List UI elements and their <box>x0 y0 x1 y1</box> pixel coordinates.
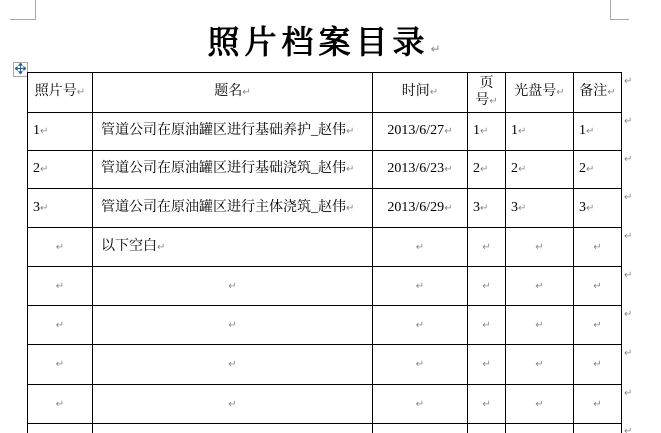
paragraph-mark-icon: ↵ <box>482 319 491 331</box>
table-row-below-blank <box>28 228 622 267</box>
cell-time[interactable] <box>373 228 468 267</box>
cell-photo-no[interactable] <box>28 385 93 424</box>
end-of-row-mark-icon: ↵ <box>624 76 633 87</box>
cell-photo-no[interactable] <box>28 345 93 385</box>
paragraph-mark-icon: ↵ <box>228 359 237 371</box>
paragraph-mark-icon: ↵ <box>346 164 355 176</box>
cell-photo-no[interactable]: 1↵ <box>28 113 93 151</box>
paragraph-mark-icon: ↵ <box>76 87 86 99</box>
paragraph-mark-icon: ↵ <box>429 87 439 99</box>
paragraph-mark-icon: ↵ <box>607 87 616 99</box>
header-disc-no[interactable]: 光盘号↵ <box>506 73 574 113</box>
cell-remark[interactable] <box>574 306 622 345</box>
table-row-clipped <box>28 424 622 433</box>
cell-photo-no[interactable]: 3↵ <box>28 189 93 228</box>
paragraph-mark-icon: ↵ <box>586 164 595 176</box>
table-row-empty <box>28 306 622 345</box>
table-row-empty <box>28 345 622 385</box>
table-move-handle[interactable] <box>13 62 28 77</box>
paragraph-mark-icon: ↵ <box>518 164 527 176</box>
end-of-row-mark-icon: ↵ <box>624 309 633 320</box>
cell-remark[interactable] <box>574 385 622 424</box>
paragraph-mark-icon: ↵ <box>444 164 453 176</box>
cell-disc-no[interactable]: 2↵ <box>506 151 574 189</box>
paragraph-mark-icon: ↵ <box>586 202 595 214</box>
paragraph-mark-icon: ↵ <box>415 398 425 410</box>
cell-disc-no[interactable] <box>506 267 574 306</box>
paragraph-mark-icon: ↵ <box>593 398 602 410</box>
paragraph-mark-icon: ↵ <box>482 280 491 292</box>
header-title[interactable]: 题名↵ <box>93 73 373 113</box>
cell-time[interactable] <box>373 345 468 385</box>
cell-disc-no[interactable] <box>506 345 574 385</box>
cell-disc-no[interactable] <box>506 424 574 433</box>
cell-photo-no[interactable] <box>28 267 93 306</box>
table-row <box>28 113 622 151</box>
cell-remark[interactable]: 3↵ <box>574 189 622 228</box>
end-of-row-mark-icon: ↵ <box>624 270 633 281</box>
paragraph-mark-icon: ↵ <box>346 126 355 138</box>
paragraph-mark-icon: ↵ <box>415 359 425 371</box>
paragraph-mark-icon: ↵ <box>430 42 441 56</box>
cell-time[interactable] <box>373 424 468 433</box>
cell-disc-no[interactable]: 1↵ <box>506 113 574 151</box>
page-title[interactable] <box>27 17 621 63</box>
cell-title[interactable]: 以下空白↵ <box>93 228 373 267</box>
paragraph-mark-icon: ↵ <box>480 202 489 214</box>
cell-remark[interactable] <box>574 424 622 433</box>
paragraph-mark-icon: ↵ <box>55 241 65 253</box>
cell-remark[interactable] <box>574 267 622 306</box>
move-cross-icon <box>15 61 26 79</box>
cell-time[interactable]: 2013/6/27↵ <box>373 113 468 151</box>
paragraph-mark-icon: ↵ <box>55 280 65 292</box>
paragraph-mark-icon: ↵ <box>535 241 544 253</box>
paragraph-mark-icon: ↵ <box>593 359 602 371</box>
end-of-row-mark-icon: ↵ <box>624 348 633 359</box>
cell-page-no[interactable] <box>468 267 506 306</box>
cell-photo-no[interactable] <box>28 306 93 345</box>
header-remark[interactable]: 备注↵ <box>574 73 622 113</box>
cell-remark[interactable] <box>574 228 622 267</box>
header-page-no[interactable]: 页 号↵ <box>468 73 506 113</box>
paragraph-mark-icon: ↵ <box>40 164 49 176</box>
paragraph-mark-icon: ↵ <box>556 87 565 99</box>
paragraph-mark-icon: ↵ <box>415 280 425 292</box>
cell-remark[interactable]: 1↵ <box>574 113 622 151</box>
paragraph-mark-icon: ↵ <box>586 126 595 138</box>
paragraph-mark-icon: ↵ <box>40 126 49 138</box>
paragraph-mark-icon: ↵ <box>593 280 602 292</box>
cell-time[interactable] <box>373 306 468 345</box>
table-row <box>28 189 622 228</box>
paragraph-mark-icon: ↵ <box>480 126 489 138</box>
cell-time[interactable] <box>373 267 468 306</box>
paragraph-mark-icon: ↵ <box>228 319 237 331</box>
paragraph-mark-icon: ↵ <box>482 359 491 371</box>
table-row-empty <box>28 267 622 306</box>
end-of-row-mark-icon: ↵ <box>624 231 633 242</box>
paragraph-mark-icon: ↵ <box>228 398 237 410</box>
cell-disc-no[interactable]: 3↵ <box>506 189 574 228</box>
cell-title[interactable]: 管道公司在原油罐区进行基础浇筑_赵伟↵ <box>93 151 373 189</box>
cell-page-no[interactable]: 3↵ <box>468 189 506 228</box>
paragraph-mark-icon: ↵ <box>593 241 602 253</box>
cell-title[interactable] <box>93 306 373 345</box>
cell-title[interactable] <box>93 385 373 424</box>
cell-photo-no[interactable] <box>28 228 93 267</box>
cell-title[interactable] <box>93 424 373 433</box>
paragraph-mark-icon: ↵ <box>518 126 527 138</box>
cell-title[interactable]: 管道公司在原油罐区进行主体浇筑_赵伟↵ <box>93 189 373 228</box>
paragraph-mark-icon: ↵ <box>415 241 425 253</box>
paragraph-mark-icon: ↵ <box>593 319 602 331</box>
cell-time[interactable]: 2013/6/23↵ <box>373 151 468 189</box>
end-of-row-mark-icon: ↵ <box>624 192 633 203</box>
paragraph-mark-icon: ↵ <box>482 241 491 253</box>
paragraph-mark-icon: ↵ <box>535 398 544 410</box>
cell-page-no[interactable]: 2↵ <box>468 151 506 189</box>
table-row <box>28 151 622 189</box>
cell-photo-no[interactable]: 2↵ <box>28 151 93 189</box>
paragraph-mark-icon: ↵ <box>346 202 355 214</box>
photo-catalog-table <box>27 72 622 433</box>
cell-page-no[interactable] <box>468 385 506 424</box>
cell-remark[interactable]: 2↵ <box>574 151 622 189</box>
cell-time[interactable] <box>373 385 468 424</box>
cell-page-no[interactable] <box>468 345 506 385</box>
cell-photo-no[interactable] <box>28 424 93 433</box>
paragraph-mark-icon: ↵ <box>444 202 453 214</box>
paragraph-mark-icon: ↵ <box>415 319 425 331</box>
paragraph-mark-icon: ↵ <box>480 164 489 176</box>
paragraph-mark-icon: ↵ <box>55 359 65 371</box>
header-photo-no[interactable]: 照片号↵ <box>28 73 93 113</box>
header-time[interactable]: 时间↵ <box>373 73 468 113</box>
cell-disc-no[interactable] <box>506 385 574 424</box>
end-of-row-mark-icon: ↵ <box>624 116 633 127</box>
paragraph-mark-icon: ↵ <box>535 359 544 371</box>
end-of-row-mark-icon: ↵ <box>624 154 633 165</box>
cell-remark[interactable] <box>574 345 622 385</box>
paragraph-mark-icon: ↵ <box>482 398 491 410</box>
paragraph-mark-icon: ↵ <box>228 280 237 292</box>
cell-page-no[interactable] <box>468 228 506 267</box>
paragraph-mark-icon: ↵ <box>535 319 544 331</box>
cell-title[interactable] <box>93 267 373 306</box>
cell-disc-no[interactable] <box>506 306 574 345</box>
paragraph-mark-icon: ↵ <box>535 280 544 292</box>
paragraph-mark-icon: ↵ <box>55 398 65 410</box>
cell-disc-no[interactable] <box>506 228 574 267</box>
cell-page-no[interactable]: 1↵ <box>468 113 506 151</box>
paragraph-mark-icon: ↵ <box>242 87 251 99</box>
cell-time[interactable]: 2013/6/29↵ <box>373 189 468 228</box>
table-header-row <box>28 73 622 113</box>
page-title-text: 照片档案目录 <box>207 24 430 60</box>
cell-title[interactable] <box>93 345 373 385</box>
paragraph-mark-icon: ↵ <box>489 95 498 107</box>
cell-page-no[interactable] <box>468 424 506 433</box>
cell-title[interactable]: 管道公司在原油罐区进行基础养护_赵伟↵ <box>93 113 373 151</box>
paragraph-mark-icon: ↵ <box>55 319 65 331</box>
paragraph-mark-icon: ↵ <box>40 202 49 214</box>
end-of-row-mark-icon: ↵ <box>624 388 633 399</box>
cell-page-no[interactable] <box>468 306 506 345</box>
table-row-empty <box>28 385 622 424</box>
end-of-row-mark-icon: ↵ <box>624 426 633 433</box>
paragraph-mark-icon: ↵ <box>157 241 166 253</box>
paragraph-mark-icon: ↵ <box>444 126 453 138</box>
paragraph-mark-icon: ↵ <box>518 202 527 214</box>
